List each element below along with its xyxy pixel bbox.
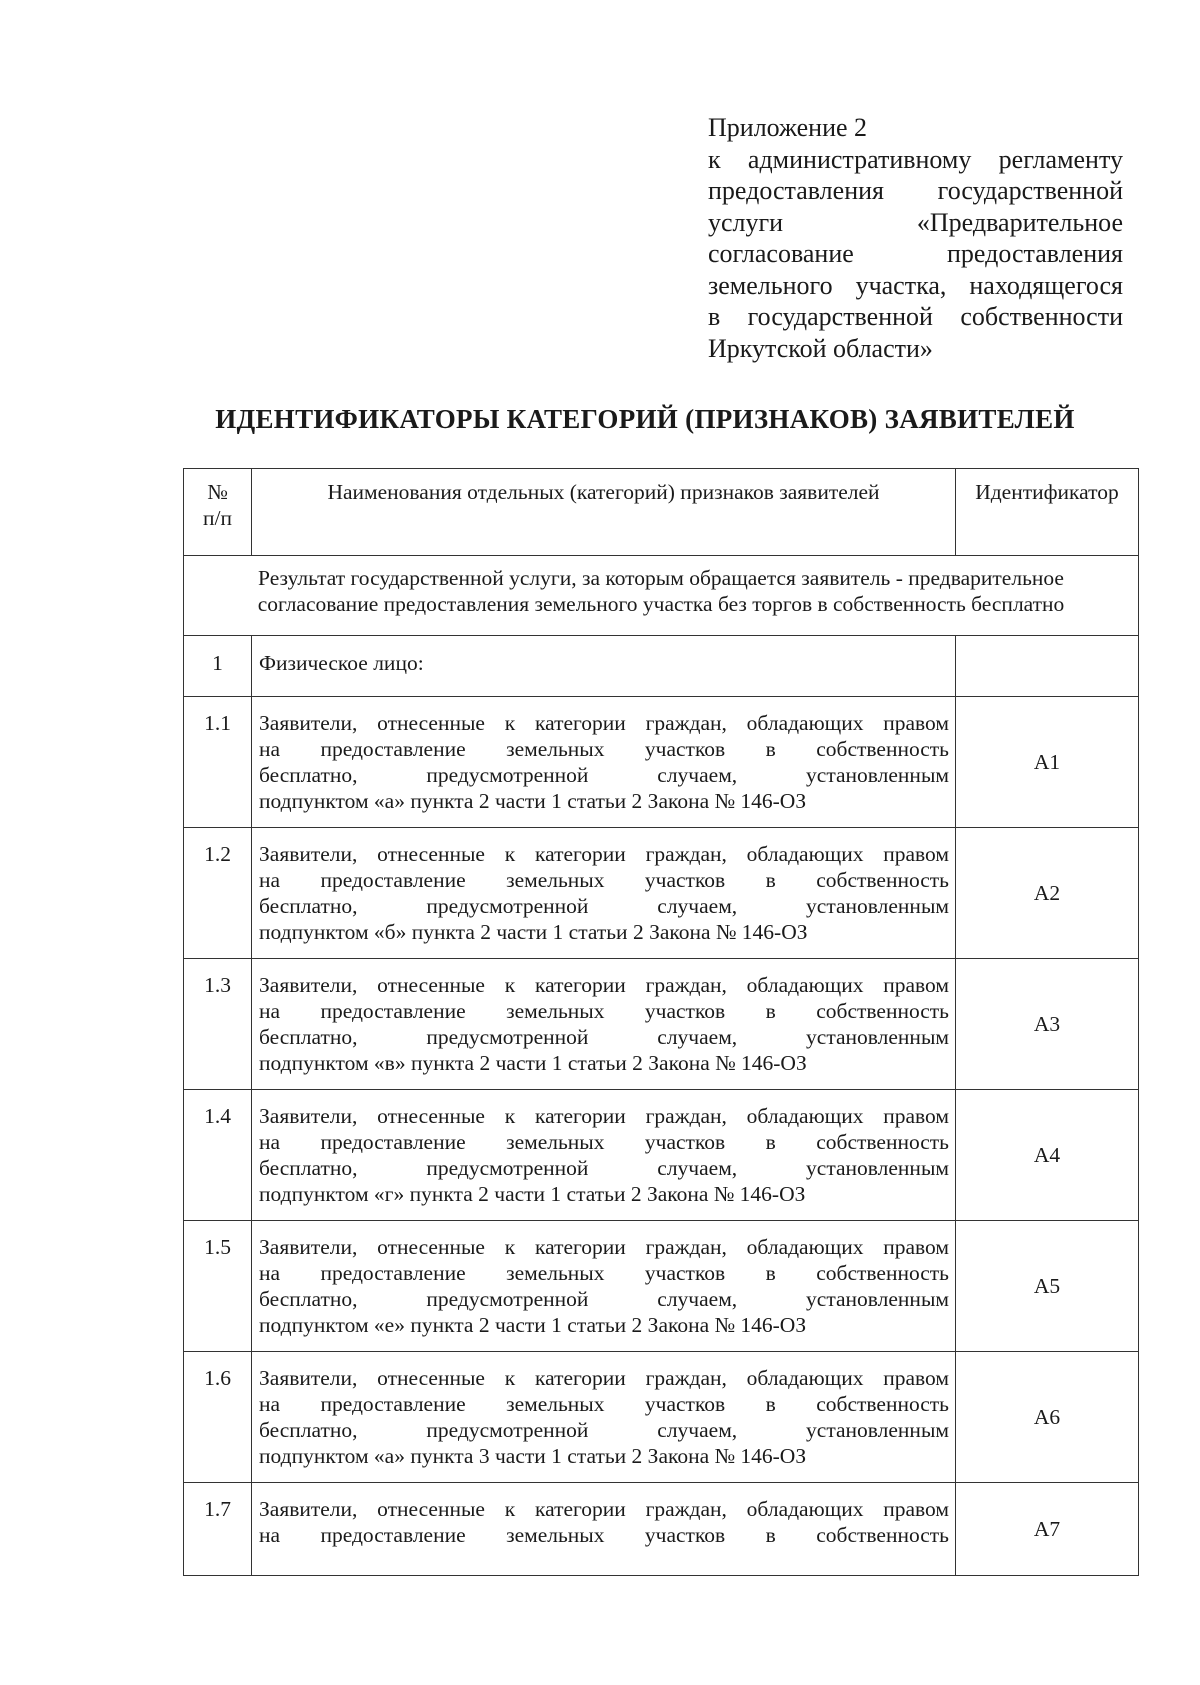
row-number: 1.4 <box>184 1090 252 1221</box>
table-header-row <box>184 469 1139 556</box>
description-line: бесплатно, предусмотренной случаем, установленным <box>259 1025 949 1049</box>
description-line: бесплатно, предусмотренной случаем, установленным <box>259 894 949 918</box>
description-line: на предоставление земельных участков в собственность <box>259 1523 949 1547</box>
description-line: Заявители, отнесенные к категории граждан, обладающих правом <box>259 1366 949 1390</box>
row-identifier: А3 <box>956 959 1139 1090</box>
description-line: Заявители, отнесенные к категории граждан, обладающих правом <box>259 1104 949 1128</box>
result-line: согласование предоставления земельного участка без торгов в собственность бесплатно <box>257 592 1065 616</box>
description-line: на предоставление земельных участков в собственность <box>259 999 949 1023</box>
row-identifier: А2 <box>956 828 1139 959</box>
row-number: 1.6 <box>184 1352 252 1483</box>
table-row <box>184 1352 1139 1483</box>
appendix-line: в государственной собственности <box>708 302 1123 331</box>
row-number: 1.1 <box>184 697 252 828</box>
header-number-abbr: п/п <box>203 506 232 530</box>
header-number-symbol: № <box>207 480 228 504</box>
description-line: бесплатно, предусмотренной случаем, установленным <box>259 763 949 787</box>
description-line: Заявители, отнесенные к категории граждан, обладающих правом <box>259 711 949 735</box>
description-line: бесплатно, предусмотренной случаем, установленным <box>259 1287 949 1311</box>
document-title: ИДЕНТИФИКАТОРЫ КАТЕГОРИЙ (ПРИЗНАКОВ) ЗАЯВИТЕЛЕЙ <box>215 404 1075 434</box>
row-identifier: А7 <box>956 1483 1139 1576</box>
appendix-header <box>708 112 1123 364</box>
group-label: Физическое лицо: <box>252 636 956 697</box>
result-cell <box>184 556 1139 636</box>
result-line: Результат государственной услуги, за которым обращается заявитель - предварительное <box>258 566 1064 590</box>
description-line: бесплатно, предусмотренной случаем, установленным <box>259 1156 949 1180</box>
table-row <box>184 828 1139 959</box>
description-line: бесплатно, предусмотренной случаем, установленным <box>259 1418 949 1442</box>
group-row <box>184 636 1139 697</box>
table-row <box>184 1483 1139 1576</box>
appendix-line: к административному регламенту <box>708 144 1123 174</box>
row-number: 1.5 <box>184 1221 252 1352</box>
description-line: подпунктом «е» пункта 2 части 1 статьи 2 Закона № 146-ОЗ <box>259 1313 807 1337</box>
description-line: на предоставление земельных участков в собственность <box>259 737 949 761</box>
appendix-line: земельного участка, находящегося <box>708 270 1123 300</box>
description-line: подпунктом «б» пункта 2 части 1 статьи 2 Закона № 146-ОЗ <box>259 920 808 944</box>
description-line: подпунктом «а» пункта 3 части 1 статьи 2 Закона № 146-ОЗ <box>259 1444 807 1468</box>
row-identifier: А5 <box>956 1221 1139 1352</box>
row-number: 1.2 <box>184 828 252 959</box>
description-line: на предоставление земельных участков в собственность <box>259 1261 949 1285</box>
row-description <box>252 1483 956 1576</box>
header-identifier: Идентификатор <box>956 469 1139 556</box>
row-description <box>252 1352 956 1483</box>
header-name: Наименования отдельных (категорий) признаков заявителей <box>252 469 956 556</box>
appendix-line: предоставления государственной <box>708 176 1123 205</box>
result-row <box>184 556 1139 636</box>
row-number: 1.3 <box>184 959 252 1090</box>
description-line: Заявители, отнесенные к категории граждан, обладающих правом <box>259 1235 949 1259</box>
table-row <box>184 1090 1139 1221</box>
description-line: подпунктом «г» пункта 2 части 1 статьи 2 Закона № 146-ОЗ <box>259 1182 806 1206</box>
description-line: на предоставление земельных участков в собственность <box>259 868 949 892</box>
table-row <box>184 697 1139 828</box>
appendix-line: согласование предоставления <box>708 239 1123 268</box>
table-row <box>184 1221 1139 1352</box>
group-identifier <box>956 636 1139 697</box>
row-identifier: А1 <box>956 697 1139 828</box>
description-line: подпунктом «в» пункта 2 части 1 статьи 2 Закона № 146-ОЗ <box>259 1051 807 1075</box>
row-description <box>252 828 956 959</box>
description-line: на предоставление земельных участков в собственность <box>259 1392 949 1416</box>
appendix-line: услуги «Предварительное <box>708 207 1123 237</box>
description-line: Заявители, отнесенные к категории граждан, обладающих правом <box>259 973 949 997</box>
row-number: 1.7 <box>184 1483 252 1576</box>
row-description <box>252 959 956 1090</box>
appendix-line: Иркутской области» <box>708 333 933 363</box>
header-number <box>184 469 252 556</box>
group-number: 1 <box>184 636 252 697</box>
description-line: Заявители, отнесенные к категории граждан, обладающих правом <box>259 1497 949 1521</box>
description-line: Заявители, отнесенные к категории граждан, обладающих правом <box>259 842 949 866</box>
appendix-line: Приложение 2 <box>708 113 868 142</box>
description-line: подпунктом «а» пункта 2 части 1 статьи 2 Закона № 146-ОЗ <box>259 789 807 813</box>
categories-table <box>183 468 1139 1576</box>
row-description <box>252 697 956 828</box>
row-identifier: А6 <box>956 1352 1139 1483</box>
row-description <box>252 1090 956 1221</box>
description-line: на предоставление земельных участков в собственность <box>259 1130 949 1154</box>
row-description <box>252 1221 956 1352</box>
row-identifier: А4 <box>956 1090 1139 1221</box>
table-row <box>184 959 1139 1090</box>
